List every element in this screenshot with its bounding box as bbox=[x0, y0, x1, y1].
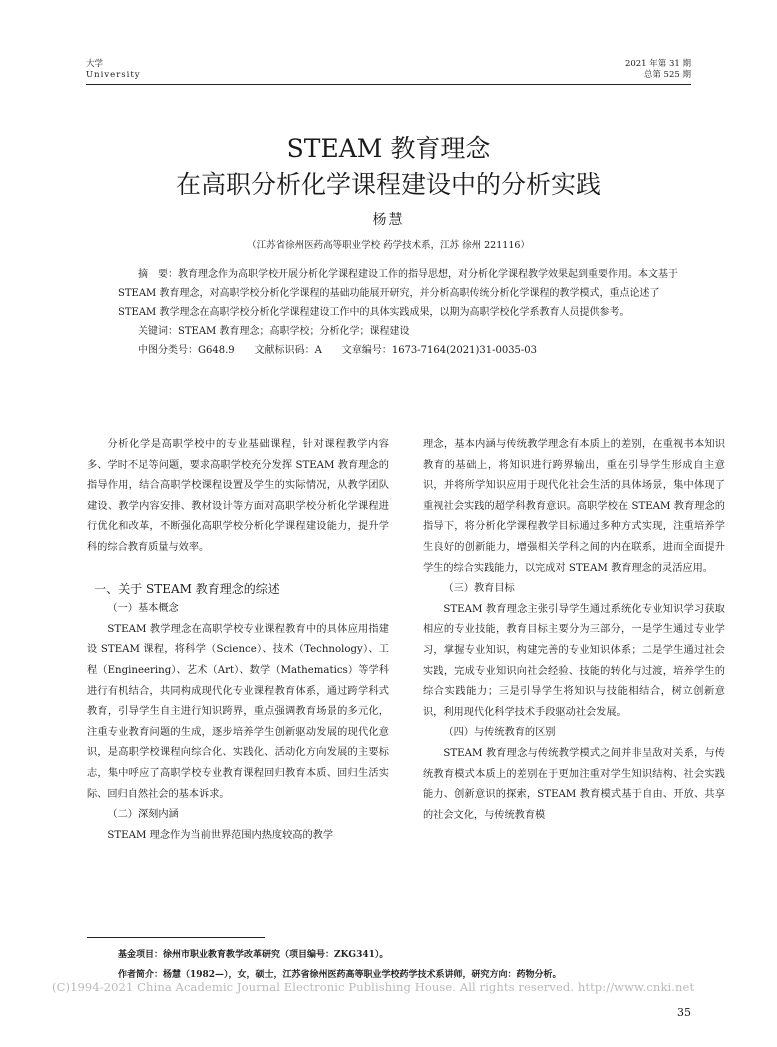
article-title-line2: 在高职分析化学课程建设中的分析实践 bbox=[175, 170, 601, 199]
journal-name-en: University bbox=[86, 70, 141, 80]
issue-number: 2021 年第 31 期 bbox=[624, 59, 691, 69]
continued-paragraph: 理念，基本内涵与传统教学理念有本质上的差别，在重视书本知识教育的基础上，将知识进行跨界输出，重在引导学生形成自主意识，并将所学知识应用于现代化社会生活的具体场景，集中体现了重视社会实践的超学科教育意识。高职学校在 STEAM 教育理念的指导下，将分析化学课程教学目标通过多种方式实现，注重培养学生良好的创新能力，增强相关学科之间的内在联系，进而全面提升学生的综合实践能力，以完成对 STEAM 教育理念的灵活应用。 bbox=[423, 439, 725, 574]
subsection-heading-3: （三）教育目标 bbox=[443, 583, 515, 595]
subsection-1-paragraph: STEAM 教学理念在高职学校专业课程教育中的具体应用指建设 STEAM 课程，将科学（Science）、技术（Technology）、工程（Engineering）、艺术（Art）、数学（Mathematics）等学科进行有机结合，共同构成现代化专业课程教育体系，通过跨学科式教育，引导学生自主进行知识跨界，重点强调教育场景的多元化，注重专业教育问题的生成，逐步培养学生创新驱动发展的现代化意识，是高职学校课程向综合化、实践化、活动化方向发展的主要标志，集中呼应了高职学校专业教育课程回归教育本质、回归生活实际、回归自然社会的基本诉求。 bbox=[87, 623, 389, 800]
journal-name-cn: 大学 bbox=[86, 59, 104, 69]
footnote-rule bbox=[87, 937, 265, 938]
subsection-heading-4: （四）与传统教育的区别 bbox=[443, 727, 556, 739]
subsection-2-paragraph: STEAM 理念作为当前世界范围内热度较高的教学 bbox=[107, 829, 334, 841]
intro-paragraph: 分析化学是高职学校中的专业基础课程，针对课程教学内容多、学时不足等问题，要求高职学校充分发挥 STEAM 教育理念的指导作用，结合高职学校课程设置及学生的实际情况，从教学团队建设、教学内容安排、教材设计等方面对高职学校分析化学课程进行优化和改革，不断强化高职学校分析化学课程建设能力，提升学科的综合教育质量与效率。 bbox=[87, 439, 389, 553]
journal-header-right bbox=[625, 59, 691, 81]
cnki-watermark: (C)1994-2021 China Academic Journal Electronic Publishing House. All rights reserved. http://www.cnki.net bbox=[52, 980, 695, 994]
keywords: 关键词：STEAM 教育理念；高职学校；分析化学；课程建设 bbox=[138, 326, 410, 337]
journal-header-left bbox=[86, 59, 141, 81]
section-heading-1: 一、关于 STEAM 教育理念的综述 bbox=[94, 581, 280, 596]
page-number: 35 bbox=[677, 1006, 691, 1019]
total-issue-number: 总第 525 期 bbox=[643, 70, 691, 80]
article-title-line1: STEAM 教育理念 bbox=[286, 134, 491, 163]
abstract-block bbox=[118, 265, 700, 360]
subsection-3-paragraph: STEAM 教育理念主张引导学生通过系统化专业知识学习获取相应的专业技能，教育目标主要分为三部分，一是学生通过专业学习，掌握专业知识，构建完善的专业知识体系；二是学生通过社会实践，完成专业知识向社会经验、技能的转化与过渡，培养学生的综合实践能力；三是引导学生将知识与技能相结合，树立创新意识，利用现代化科学技术手段驱动社会发展。 bbox=[423, 603, 725, 718]
subsection-4-paragraph: STEAM 教育理念与传统教学模式之间并非呈敌对关系，与传统教育模式本质上的差别在于更加注重对学生知识结构、社会实践能力、创新意识的探索，STEAM 教育模式基于自由、开放、共享的社会文化，与传统教育模 bbox=[423, 747, 725, 821]
fund-footnote: 基金项目：徐州市职业教育教学改革研究（项目编号：ZKG341）。 bbox=[118, 950, 389, 960]
body-column-left bbox=[87, 435, 389, 846]
abstract-paragraph bbox=[118, 265, 700, 322]
subsection-heading-1: （一）基本概念 bbox=[107, 603, 179, 615]
author-bio-footnote: 作者简介：杨慧（1982—），女，硕士，江苏省徐州医药高等职业学校药学技术系讲师，研究方向：药物分析。 bbox=[118, 970, 562, 980]
header-rule bbox=[86, 84, 691, 85]
abstract-text: 教育理念作为高职学校开展分析化学课程建设工作的指导思想，对分析化学课程教学效果起到重要作用。本文基于 STEAM 教育理念，对高职学校分析化学课程的基础功能展开研究，并分析高职传统分析化学课程的教学模式，重点论述了 STEAM 教学理念在高职学校分析化学课程建设工作中的具体实践成果，以期为高职学校化学系教育人员提供参考。 bbox=[118, 269, 678, 318]
abstract-label: 摘 要： bbox=[138, 269, 178, 280]
classification-line: 中图分类号：G648.9 文献标识码：A 文章编号：1673-7164(2021)31-0035-03 bbox=[138, 345, 538, 356]
body-column-right bbox=[423, 435, 725, 826]
author-name: 杨慧 bbox=[372, 212, 405, 228]
author-affiliation: （江苏省徐州医药高等职业学校 药学技术系，江苏 徐州 221116） bbox=[247, 240, 530, 251]
subsection-heading-2: （二）深刻内涵 bbox=[107, 809, 179, 821]
